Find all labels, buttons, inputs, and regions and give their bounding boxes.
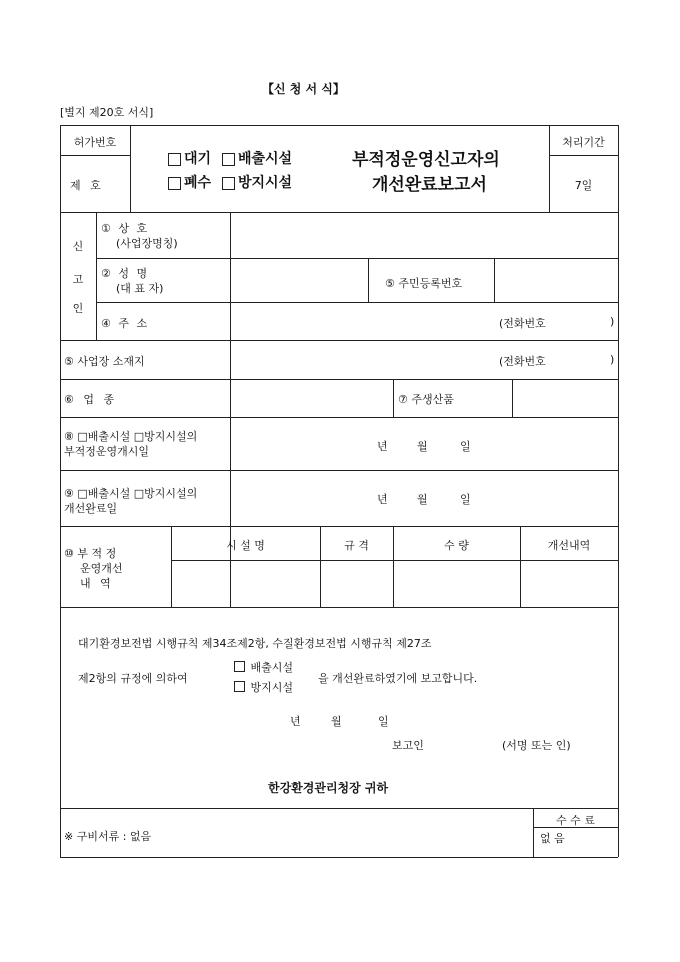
number-label: 제 호 bbox=[70, 179, 101, 192]
improper-start-year: 년 bbox=[377, 440, 388, 453]
trade-name-field[interactable] bbox=[231, 213, 617, 258]
address-phone-label: (전화번호 bbox=[499, 317, 546, 330]
atmosphere-label: 대기 bbox=[184, 151, 212, 167]
improvement-done-date-field[interactable] bbox=[231, 471, 617, 526]
wastewater-label: 폐수 bbox=[184, 175, 212, 191]
declaration-line2-suffix: 을 개선완료하였기에 보고합니다. bbox=[318, 672, 478, 685]
industry-label: ⑥ 업 종 bbox=[64, 393, 115, 406]
atmosphere-checkbox[interactable] bbox=[168, 153, 181, 166]
column-facility-name: 시 설 명 bbox=[226, 539, 265, 552]
number-field[interactable] bbox=[60, 161, 130, 211]
quantity-cell[interactable] bbox=[394, 561, 519, 606]
fee-label: 수 수 료 bbox=[556, 814, 595, 827]
improvement-label-1: ⑩ 부 적 정 bbox=[64, 547, 117, 560]
trade-name-label: ① 상 호 bbox=[101, 222, 148, 235]
form-title-line1: 부적정운영신고자의 bbox=[352, 150, 500, 170]
improvement-done-day: 일 bbox=[460, 493, 471, 506]
column-spec: 규 격 bbox=[344, 539, 369, 552]
declaration-emission-label: 배출시설 bbox=[250, 661, 294, 674]
name-field[interactable] bbox=[231, 259, 367, 302]
wastewater-checkbox[interactable] bbox=[168, 177, 181, 190]
processing-period-value: 7일 bbox=[574, 179, 593, 192]
facility-name-cell[interactable] bbox=[172, 561, 319, 606]
industry-field[interactable] bbox=[231, 380, 392, 417]
site-location-label: ⑤ 사업장 소재지 bbox=[64, 355, 145, 368]
improvement-done-label-2: 개선완료일 bbox=[64, 502, 118, 515]
checkbox-row-1 bbox=[168, 148, 292, 168]
improper-start-month: 월 bbox=[417, 440, 428, 453]
improvement-label-3: 내 역 bbox=[80, 577, 111, 590]
addressee: 한강환경관리청장 귀하 bbox=[268, 781, 389, 795]
rrn-field[interactable] bbox=[495, 259, 617, 302]
improvement-label-2: 운영개선 bbox=[80, 562, 123, 575]
form-reference: [별지 제20호 서식] bbox=[60, 106, 154, 119]
address-phone-close: ) bbox=[610, 315, 615, 328]
declaration-prevention-checkbox[interactable] bbox=[234, 681, 245, 692]
name-label: ② 성 명 bbox=[101, 267, 148, 280]
improper-start-day: 일 bbox=[460, 440, 471, 453]
declaration-prevention-label: 방지시설 bbox=[250, 681, 294, 694]
emission-checkbox[interactable] bbox=[222, 153, 235, 166]
declaration-option-prevention bbox=[234, 679, 293, 695]
prevention-label: 방지시설 bbox=[237, 175, 293, 191]
permit-number-label: 허가번호 bbox=[73, 136, 117, 149]
spec-cell[interactable] bbox=[321, 561, 392, 606]
improvement-done-label-1: ⑨ □배출시설 □방지시설의 bbox=[64, 487, 198, 500]
declaration-line1: 대기환경보전법 시행규칙 제34조제2항, 수질환경보전법 시행규칙 제27조 bbox=[78, 637, 432, 650]
rrn-label: ⑤ 주민등록번호 bbox=[385, 277, 463, 290]
column-quantity: 수 량 bbox=[444, 539, 469, 552]
improper-start-label-2: 부적정운영개시일 bbox=[64, 445, 150, 458]
declaration-year: 년 bbox=[290, 715, 301, 728]
improvement-done-month: 월 bbox=[417, 493, 428, 506]
site-phone-close: ) bbox=[610, 353, 615, 366]
declaration-option-emission bbox=[234, 659, 293, 675]
prevention-checkbox[interactable] bbox=[222, 177, 235, 190]
address-field[interactable] bbox=[231, 303, 491, 340]
site-location-field[interactable] bbox=[231, 341, 491, 379]
declarant-side-1: 신 bbox=[72, 240, 84, 253]
declaration-day: 일 bbox=[378, 715, 389, 728]
site-phone-label: (전화번호 bbox=[499, 355, 546, 368]
improvement-done-year: 년 bbox=[377, 493, 388, 506]
page-heading: 【신 청 서 식】 bbox=[262, 82, 345, 96]
name-sub: (대 표 자) bbox=[116, 282, 164, 295]
declarant-side-3: 인 bbox=[72, 302, 84, 315]
column-improvement: 개선내역 bbox=[547, 539, 591, 552]
form-title-line2: 개선완료보고서 bbox=[372, 175, 487, 195]
address-label: ④ 주 소 bbox=[101, 317, 148, 330]
declarant-side-2: 고 bbox=[72, 273, 84, 286]
improper-start-date-field[interactable] bbox=[231, 418, 617, 470]
main-product-field[interactable] bbox=[513, 380, 617, 417]
signature-note: (서명 또는 인) bbox=[502, 739, 571, 752]
reporter-name-field[interactable] bbox=[440, 732, 500, 752]
required-documents: ※ 구비서류 : 없음 bbox=[64, 830, 152, 843]
declaration-emission-checkbox[interactable] bbox=[234, 661, 245, 672]
trade-name-sub: (사업장명칭) bbox=[116, 237, 178, 250]
emission-label: 배출시설 bbox=[237, 151, 293, 167]
reporter-label: 보고인 bbox=[392, 739, 424, 752]
fee-value: 없 음 bbox=[540, 832, 565, 845]
improper-start-label-1: ⑧ □배출시설 □방지시설의 bbox=[64, 430, 198, 443]
main-product-label: ⑦ 주생산품 bbox=[398, 393, 454, 406]
declaration-month: 월 bbox=[331, 715, 342, 728]
processing-period-label: 처리기간 bbox=[562, 136, 605, 149]
improvement-cell[interactable] bbox=[521, 561, 617, 606]
checkbox-row-2 bbox=[168, 172, 292, 192]
declaration-line2-prefix: 제2항의 규정에 의하여 bbox=[78, 672, 188, 685]
